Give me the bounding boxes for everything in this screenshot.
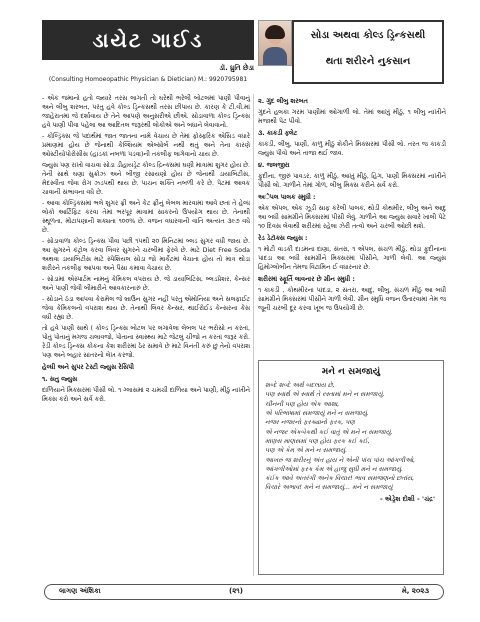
poem-line: આંગળીઓમાં ફરક કેમ એ હાજુ સુધી મને ન સમજાયું.	[265, 465, 404, 473]
diet-guide-banner	[42, 20, 254, 60]
poem-signature: - એડ્રેશ દોશી - 'ચંદ્ર'	[379, 494, 435, 503]
right-column	[258, 94, 446, 315]
author-name: ડૉ. ધ્રુતિ છેડા	[219, 64, 254, 72]
poem-line: માણસ માણસમાં પણ હોય ફરક કઈ કઈ,	[265, 437, 370, 445]
header-left	[42, 20, 254, 90]
recipe-text: ફુદીના, જીરું પાવડર, કાળું મીઠું, આખું મીઠું, હિંગ, પાણી મિક્સરમાં નાખીને પીસી લો. ગાળીને તેમાં ગોળ, લીંબુ મિક્સ કરીને સર્વ કરો.	[258, 173, 446, 189]
poem-line: શબ્દે શબ્દે અર્થ બદલાય છે,	[265, 382, 335, 389]
footer-date: મે, ૨૦૨૩	[401, 587, 429, 595]
paragraph: - એક જમાનો હતો જ્યારે તરસ લાગતી તો ઘરેથી ભરેલી બોટલમાં પાણી પીવાનું અને લીંબુ શરબત, પરંતુ હવે કોલ્ડ ડ્રિન્કસથી તરસ છીપાય છે. કારણ કે ટી.વી.માં જાહેરાતમાં જે દર્શાવાય છે તેને આપણે અનુસરીએ છીએ. સોડાવાળા કોલ્ડ ડ્રિન્ક્સ હવે પાણી પીવા પહેલા આ આદિતલ જરૂરથી લોકોએ અને બધાને લેવાવાનો.	[42, 95, 250, 129]
paragraph: - સોડામાં એસ્પાર્ટમ નામનું કેમિકલ વપરાય છે. જે ડાયાબિટિસ, બ્લડપ્રેશર, કેન્સર અને પાણી જેવી બીમારીને આવકારનારું છે.	[42, 276, 250, 292]
poem-line: આખરું જ શરીરનું અંત હાય ને એની પાંચ પાંચ આંગળીઓ,	[265, 456, 416, 464]
recipe-text: ગુંદને હલકા ગરમ પાણીમાં ઓગાળી લો. તેમાં આખું મીઠું, ૧ લીંબુ નાખીને મજાથી પેટ પીવો.	[258, 109, 446, 125]
poem-line: એ નજર એકબેકથી કઈ વાતું એ મને ન સમજાયું.	[265, 428, 393, 436]
poem-line: પણ સ્વાર્થ એ સ્વાર્થ તે રસ્તામાં મને ન સમજાયું.	[265, 391, 385, 399]
article-title-line1: સોડા અથવા કોલ્ડ ડ્રિન્કસથી	[310, 30, 426, 41]
poem-line: નજર નજરનો ફરક્યાનો ફરક, પણ	[265, 419, 355, 427]
author-credentials: (Consulting Homoeopathic Physician & Dietician) M.: 9920795981	[48, 76, 248, 83]
paragraph: - સોડાવાળા કોલ્ડ ડ્રિન્ક્સ પીવા પછી ૧૫થી ૨૦ મિનિટમાં બ્લડ સુગર વધી જાય છે. આ સુગરને કંટ્રોલ કરવા લિવર સુગરને ચરબીમાં ફેરવે છે. માટે Diet Free Soda અથવા ડાયાબિટીસ માટે સ્પેશિયલ સોડા જો માર્કેટમાં વેચાતા હોય તો માત્ર થોડા શરીરને તકલીફ આપવા અને પૈસા કમાવા વેચાય છે.	[42, 238, 250, 272]
paragraph: - સોડાને ઠંડા આપવા કેરામેલ જે બ્રાઉન સુગર નહીં પરંતુ એમોનિયા અને સલફાઈટ જેવા કેમિકલનો વપરાશ થાય છે. તેનાથી લિવર કેન્સર, થાઈરોઈડ કેન્સરના કેસ વધી રહ્યા છે.	[42, 296, 250, 321]
article-title-box	[292, 20, 444, 84]
poem-line: વિચારે અભાવ! મને ન સમજાયું... મને ન સમજાયું	[265, 484, 393, 492]
recipe-text: ૧ કાકડી , કોથમીરના પાંદડા, ૨ સંતરા, આદુ, લીંબુ, સંચળ મીઠું આ બધી સામગ્રીને મિક્સરમાં પીસીને ગાળી લેવી. ગ્રીન સ્મુધિ વજન ઉતારવામાં તેમ જ જૂની ચરબી દૂર કરવા ખૂબ જ ઉપયોગી છે.	[258, 287, 446, 312]
left-column	[42, 94, 250, 406]
recipe-title: રેડ ડેટૉક્સ જ્યુસ :	[258, 235, 308, 242]
paragraph: - કોલ્ડ્રિંક્સ જે પદાર્થમાં જાત જાતના નામે વેચાય છે તેમાં ફોસ્ફરિક એસિડ વધારે પ્રમાણમાં હોય છે જેનાથી કેલ્શિયમ એબ્સોર્બ નથી થતું અને તેના કારણે ઓસ્ટીયોપોરોસીસ (હાડકાં નબળાં પડવા)ની તકલીફ લાગેવાનો ચાય છે.	[42, 133, 250, 158]
paragraph: તો હવે પાણી સાથે ( કોલ્ડ ડ્રિન્ક્સ બોટલ પર લગાવેલા લેબલ પર ભરોસો ન કરતાં, પોતું પોતાનું મગજ ચલાવજો, પોતાના સ્વાસ્થ્ય માટે જેટલું ચીજો ન કરતાં જરૂર કરો. રેડી કોલ્ડ ડ્રિન્ક્સ કોકના કેશ શરીરમાં ઠેર સમાવે છે માટે વિનંતી કરું છું તેનો વપરાશ પણ અને બહાર સાંતરનો લેખ કરજો.	[42, 325, 250, 359]
author-photo	[258, 20, 292, 66]
recipe-title: ૨. ગુંદ લીંબુ શરબત	[258, 98, 308, 105]
banner-title: ડાયેટ ગાઈડ	[92, 28, 204, 52]
page-footer	[44, 584, 444, 600]
recipe-title: ૪. જલજીરા	[258, 162, 290, 169]
article-title-line2: થતા શરીરને નુકસાન	[325, 56, 411, 67]
recipe-text: એક એપલ, એક ઝૂડી સાફ કરેલી પાલક, થોડી કોથમીર, લીંબુ અને આદુ આ બધી સામગ્રીને મિક્સરમાં પીસી લેવું. ગાળીને આ જ્યુસ સવારે ખાલી પેટે ૧૦ દિવસ લેવાથી શરીરમાં રહેલા ઝેરી તત્વો અને ચરબી ઓછી થશે.	[258, 205, 446, 230]
recipe-title: ૧. સતુ જ્યુસ	[42, 376, 78, 383]
recipe-title: ૩. કાકડી ફ્લેટ	[258, 130, 298, 137]
poem-title: મને ન સમજાયું	[321, 367, 381, 377]
page-number: (૨૧)	[229, 587, 243, 595]
column-divider	[253, 94, 254, 576]
recipe-title: અેપલ પાલક સ્મુધી :	[258, 194, 316, 201]
poem-line: કંઈક આવે અતરંગી અનેક વિચાર! ભાવ સમજણનો છતાંય,	[265, 475, 415, 483]
recipe-text: ૧ મોટી વાડકી દાડમના દાણા, સંતરા, ૧ એપલ, સંચળ મીઠું, થોડા ફુદીનાના પાંદડા આ બધી સામગ્રીને મિક્સરમાં પીસીને, ગાળી લેવી. આ જ્યુસ હિમોગ્લોબીન તેમજ વિટામિન ઈ વધારનાર છે.	[258, 246, 446, 271]
paragraph: જ્યુસ પણ રાખો વાચવા સોડા ડીહાયડ્રેટ કોલ્ડ દ્રિન્ક્સમાં ઘણી માત્રામાં શુગર હોય છે. તેની સાથે ઘણા સુક્રોઝ અને બીજી રસાયણો હોય છે જેનાથી ડાયાબિટીસ, મેદસ્વીતા જેવા રોગ ઝડપથી થાય છે. પાચન શક્તિ નબળી કરે છે. પેટમાં આવક ચાવાની સંભાવના વધે છે.	[42, 162, 250, 196]
paragraph: - આવા કોલ્ડ્રિંક્સમાં ભલે શુગર ફ્રી અને કેટ ફ્રીનું લેબલ મારવામાં આવે છતાં તે હેલ્ધ લોકો આર્ટિફિટ કરવા તેમાં ભરપૂર માત્રામાં સાકરનો ઉપયોગ થાય છે. તેનાથી સ્થૂળતા, મોટાપણાની શક્યતા ૧૦૦% છે. વજન વધારવાની વાતિ અત્યંત ૩૯૭ વધે છે.	[42, 200, 250, 234]
recipe-text: કાકડી, લીંબુ, પાણી, કાળું મીઠું શેકીને મિક્સરમાં પીસી લો. તરત જ કાકડી જ્યુસ પીવો અને તાજા થઈ જાવ.	[258, 141, 446, 157]
recipe-text: દાળિયાને મિક્સરમાં પીસી લો. ૧ ગ્લાસમાં ૨ ચમચી દાળિયા અને પાણી, મીઠું નાખીને મિક્સ કરો અને સર્વ કરો.	[42, 387, 250, 403]
recipe-section-heading: હેલ્ધી અને સુપર ટેસ્ટી જ્યુસ રેસિપી	[42, 364, 134, 371]
poem-box	[258, 360, 444, 575]
footer-publication: લાગણ અંશિકા	[59, 587, 101, 595]
recipe-title: શરીરમાં સ્ફૂર્તિ લાવનાર છે ગ્રીન સ્મુધી :	[258, 276, 355, 283]
poem-line: ચીંનની પણ હોય એક આશા,	[265, 400, 340, 408]
poem-line: પણ એ કેમ એ મને ન સમજાયું.	[265, 447, 348, 455]
poem-line: એ પરિભાષામાં સમજાયું મને ન સમજાયું.	[265, 409, 369, 417]
